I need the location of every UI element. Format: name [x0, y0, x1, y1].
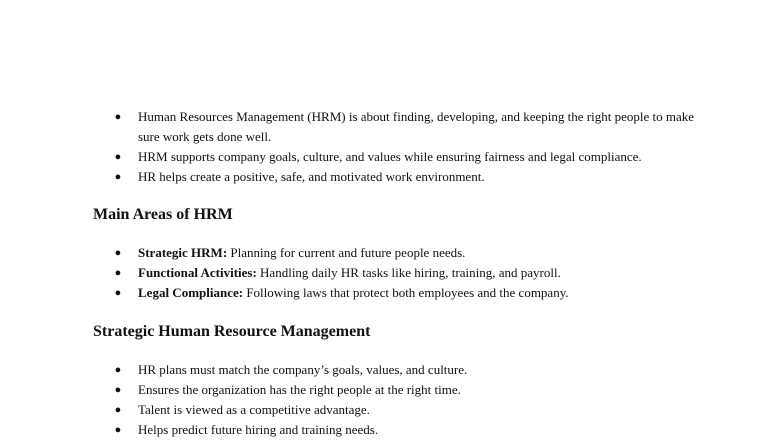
list-item-text: Ensures the organization has the right people at the right time. — [138, 382, 461, 397]
list-item — [0, 283, 698, 303]
list-item-term: Functional Activities: — [138, 265, 257, 280]
bullet-icon: ● — [114, 384, 122, 396]
bullet-icon: ● — [114, 287, 122, 299]
list-item — [0, 243, 698, 263]
list-item — [0, 420, 698, 440]
list-item — [0, 380, 698, 400]
list-item-text: Talent is viewed as a competitive advantage. — [138, 402, 370, 417]
list-item-text: Planning for current and future people needs. — [227, 245, 466, 260]
list-item — [0, 167, 698, 187]
list-item-term: Strategic HRM: — [138, 245, 228, 260]
list-item-text: HR helps create a positive, safe, and motivated work environment. — [138, 169, 485, 184]
bullet-icon: ● — [114, 404, 122, 416]
list-item — [0, 263, 698, 283]
list-item — [0, 360, 698, 380]
list-item-text: HRM supports company goals, culture, and values while ensuring fairness and legal compliance. — [138, 149, 642, 164]
list-item-text: Handling daily HR tasks like hiring, training, and payroll. — [256, 265, 561, 280]
section-heading-main-areas: Main Areas of HRM — [93, 206, 233, 223]
bullet-icon: ● — [114, 111, 122, 123]
main-areas-list — [0, 243, 698, 303]
intro-list — [0, 107, 698, 187]
list-item-text: HR plans must match the company’s goals, values, and culture. — [138, 362, 468, 377]
list-item-text: Following laws that protect both employees and the company. — [243, 285, 569, 300]
bullet-icon: ● — [114, 424, 122, 436]
section-heading-strategic-hrm: Strategic Human Resource Management — [93, 323, 371, 340]
list-item — [0, 107, 698, 147]
bullet-icon: ● — [114, 247, 122, 259]
list-item-text: Helps predict future hiring and training needs. — [138, 422, 379, 437]
list-item — [0, 147, 698, 167]
list-item-term: Legal Compliance: — [138, 285, 244, 300]
list-item — [0, 400, 698, 420]
bullet-icon: ● — [114, 267, 122, 279]
strategic-list — [0, 360, 698, 440]
bullet-icon: ● — [114, 364, 122, 376]
bullet-icon: ● — [114, 151, 122, 163]
list-item-text: Human Resources Management (HRM) is about finding, developing, and keeping the right people to make sure work gets done well. — [138, 109, 694, 144]
bullet-icon: ● — [114, 171, 122, 183]
